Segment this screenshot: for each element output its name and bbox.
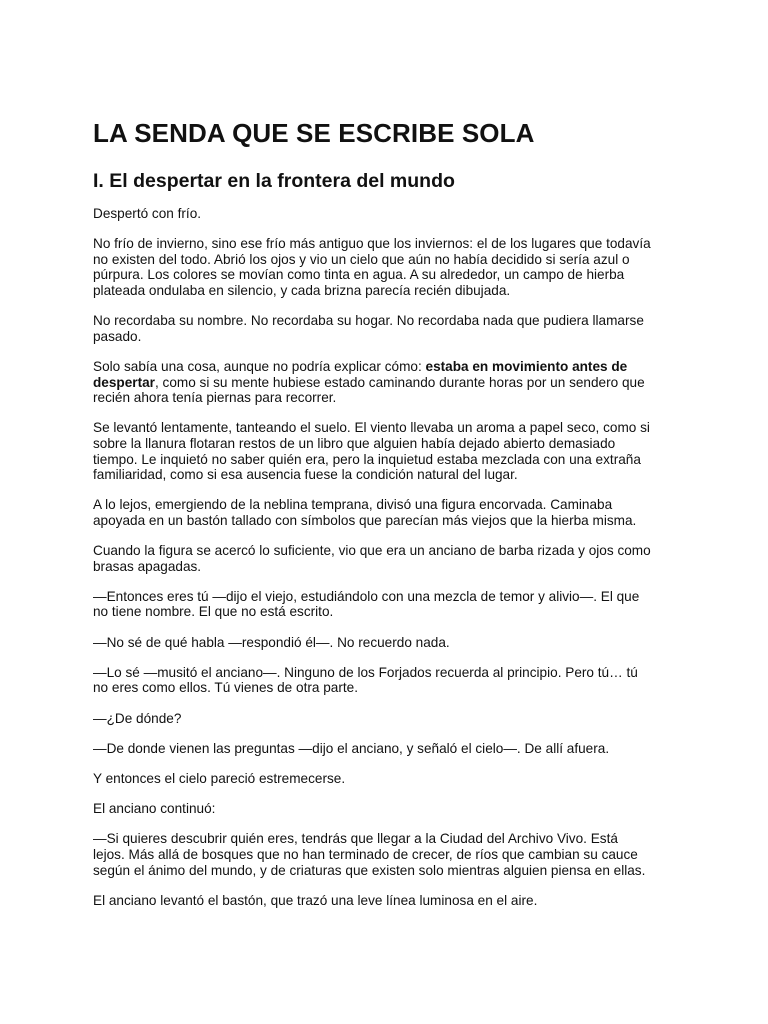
paragraph: No recordaba su nombre. No recordaba su hogar. No recordaba nada que pudiera llamarse pasado. (93, 313, 644, 344)
paragraph (93, 359, 683, 406)
dialogue-paragraph: —Si quieres descubrir quién eres, tendrás que llegar a la Ciudad del Archivo Vivo. Está lejos. Más allá de bosques que no han terminado de crecer, de ríos que cambian su cauce según el ánimo del mundo, y de criaturas que existen solo mientras alguien piensa en ellas. (93, 831, 646, 878)
paragraph: A lo lejos, emergiendo de la neblina temprana, divisó una figura encorvada. Caminaba apoyada en un bastón tallado con símbolos que parecían más viejos que la hierba misma. (93, 497, 637, 528)
section-heading: I. El despertar en la frontera del mundo (93, 170, 455, 192)
dialogue-paragraph: —Entonces eres tú —dijo el viejo, estudiándolo con una mezcla de temor y alivio—. El que no tiene nombre. El que no está escrito. (93, 588, 640, 620)
paragraph: Y entonces el cielo pareció estremecerse. (93, 770, 346, 786)
paragraph: Se levantó lentamente, tanteando el suelo. El viento llevaba un aroma a papel seco, como si sobre la llanura flotaran restos de un libro que alguien había dejado abierto demasiado tiempo. Le inquietó no saber quién era, pero la inquietud estaba mezclada con una extraña familiaridad, como si esa ausencia fuese la condición natural del lugar. (93, 420, 650, 483)
paragraph-text: , como si su mente hubiese estado caminando durante horas por un sendero que recién ahora tenía piernas para recorrer. (93, 374, 645, 406)
paragraph-text: Solo sabía una cosa, aunque no podría explicar cómo: (93, 358, 426, 374)
document-title: LA SENDA QUE SE ESCRIBE SOLA (93, 118, 535, 148)
dialogue-paragraph: —De donde vienen las preguntas —dijo el anciano, y señaló el cielo—. De allí afuera. (93, 740, 610, 756)
paragraph: El anciano continuó: (93, 801, 216, 817)
dialogue-paragraph: —No sé de qué habla —respondió él—. No recuerdo nada. (93, 634, 450, 650)
document-body (93, 206, 683, 908)
dialogue-paragraph: —¿De dónde? (93, 710, 182, 726)
document-page (93, 116, 683, 923)
bold-emphasis: estaba en movimiento antes de despertar (93, 358, 628, 390)
paragraph: El anciano levantó el bastón, que trazó una leve línea luminosa en el aire. (93, 892, 538, 908)
paragraph: No frío de invierno, sino ese frío más antiguo que los inviernos: el de los lugares que todavía no existen del todo. Abrió los ojos y vio un cielo que aún no había decidido si sería azul o púrpura. Los colores se movían como tinta en agua. A su alrededor, un campo de hierba plateada ondulaba en silencio, y cada brizna parecía recién dibujada. (93, 236, 651, 298)
paragraph: Cuando la figura se acercó lo suficiente, vio que era un anciano de barba rizada y ojos como brasas apagadas. (93, 543, 651, 574)
dialogue-paragraph: —Lo sé —musitó el anciano—. Ninguno de los Forjados recuerda al principio. Pero tú… tú no eres como ellos. Tú vienes de otra parte. (93, 664, 638, 696)
paragraph: Despertó con frío. (93, 206, 202, 221)
